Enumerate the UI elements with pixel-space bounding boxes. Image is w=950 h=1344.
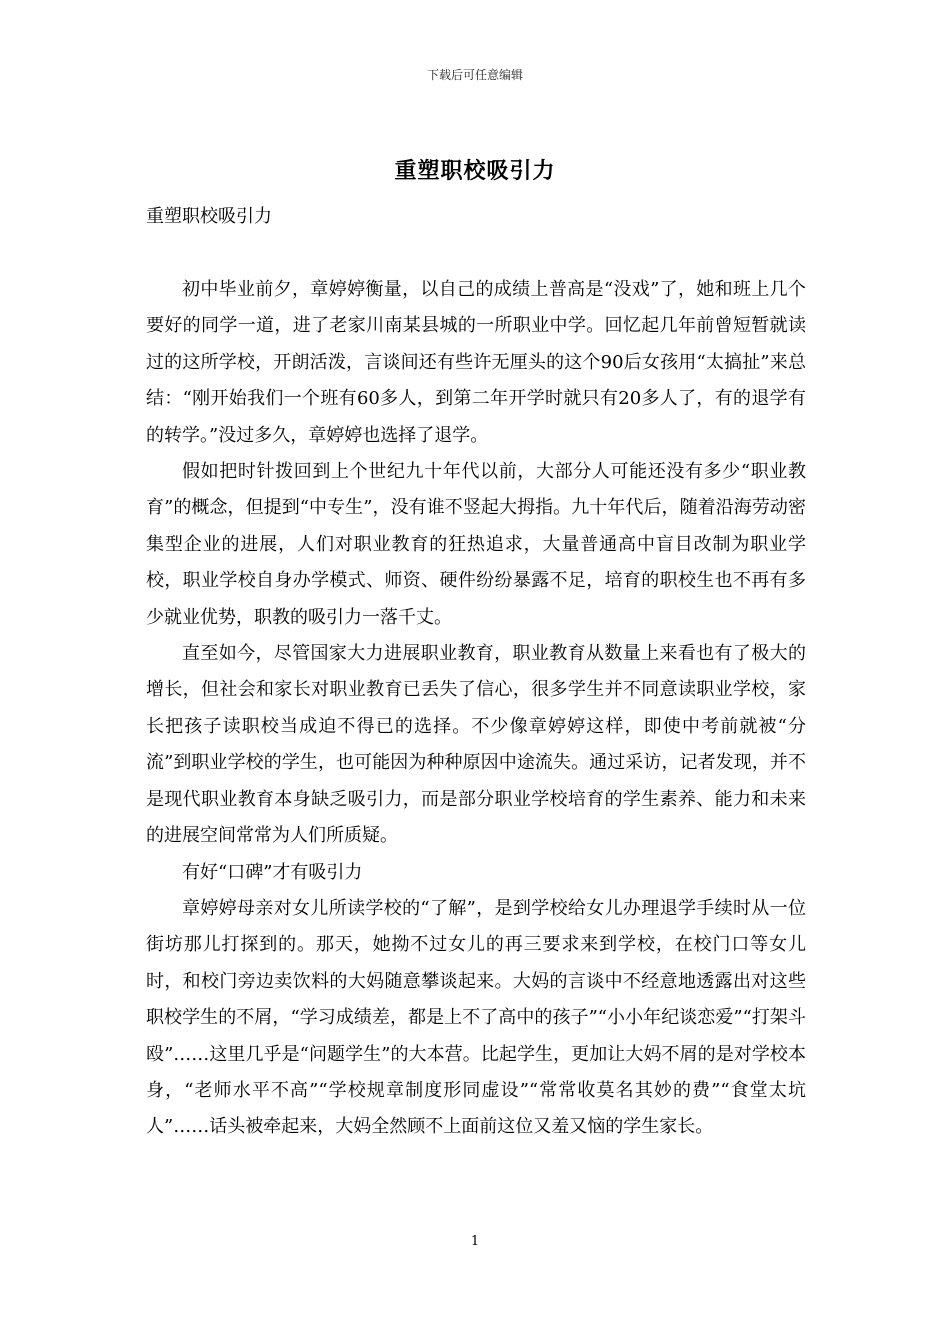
paragraph: 章婷婷母亲对女儿所读学校的“了解”，是到学校给女儿办理退学手续时从一位街坊那儿打探到的。那天，她拗不过女儿的再三要求来到学校，在校门口等女儿时，和校门旁边卖饮料的大妈随意攀谈起来。大妈的言谈中不经意地透露出对这些职校学生的不屑，“学习成绩差，都是上不了高中的孩子”“小小年纪谈恋爱”“打架斗殴”……这里几乎是“问题学生”的大本营。比起学生，更加让大妈不屑的是对学校本身，“老师水平不高”“学校规章制度形同虚设”“常常收莫名其妙的费”“食堂太坑人”……话头被牵起来，大妈全然顾不上面前这位又羞又恼的学生家长。: [146, 897, 806, 1138]
section-heading: 有好“口碑”才有吸引力: [182, 861, 363, 883]
paragraph: 初中毕业前夕，章婷婷衡量，以自己的成绩上普高是“没戏”了，她和班上几个要好的同学一道，进了老家川南某县城的一所职业中学。回忆起几年前曾短暂就读过的这所学校，开朗活泼，言谈间还有些许无厘头的这个90后女孩用“太搞扯”来总结：“刚开始我们一个班有60多人，到第二年开学时就只有20多人了，有的退学有的转学。”没过多久，章婷婷也选择了退学。: [146, 279, 806, 446]
document-body: [146, 272, 806, 1146]
document-subtitle: 重塑职校吸引力: [146, 206, 272, 227]
document-title: 重塑职校吸引力: [394, 158, 556, 184]
page-header-note: 下载后可任意编辑: [426, 68, 523, 82]
paragraph: 直至如今，尽管国家大力进展职业教育，职业教育从数量上来看也有了极大的增长，但社会和家长对职业教育已丢失了信心，很多学生并不同意读职业学校，家长把孩子读职校当成迫不得已的选择。不少像章婷婷这样，即使中考前就被“分流”到职业学校的学生，也可能因为种种原因中途流失。通过采访，记者发现，并不是现代职业教育本身缺乏吸引力，而是部分职业学校培育的学生素养、能力和未来的进展空间常常为人们所质疑。: [146, 643, 806, 847]
page-number: 1: [470, 1234, 480, 1249]
paragraph: 假如把时针拨回到上个世纪九十年代以前，大部分人可能还没有多少“职业教育”的概念，但提到“中专生”，没有谁不竖起大拇指。九十年代后，随着沿海劳动密集型企业的进展，人们对职业教育的狂热追求，大量普通高中盲目改制为职业学校，职业学校自身办学模式、师资、硬件纷纷暴露不足，培育的职校生也不再有多少就业优势，职教的吸引力一落千丈。: [146, 461, 806, 628]
